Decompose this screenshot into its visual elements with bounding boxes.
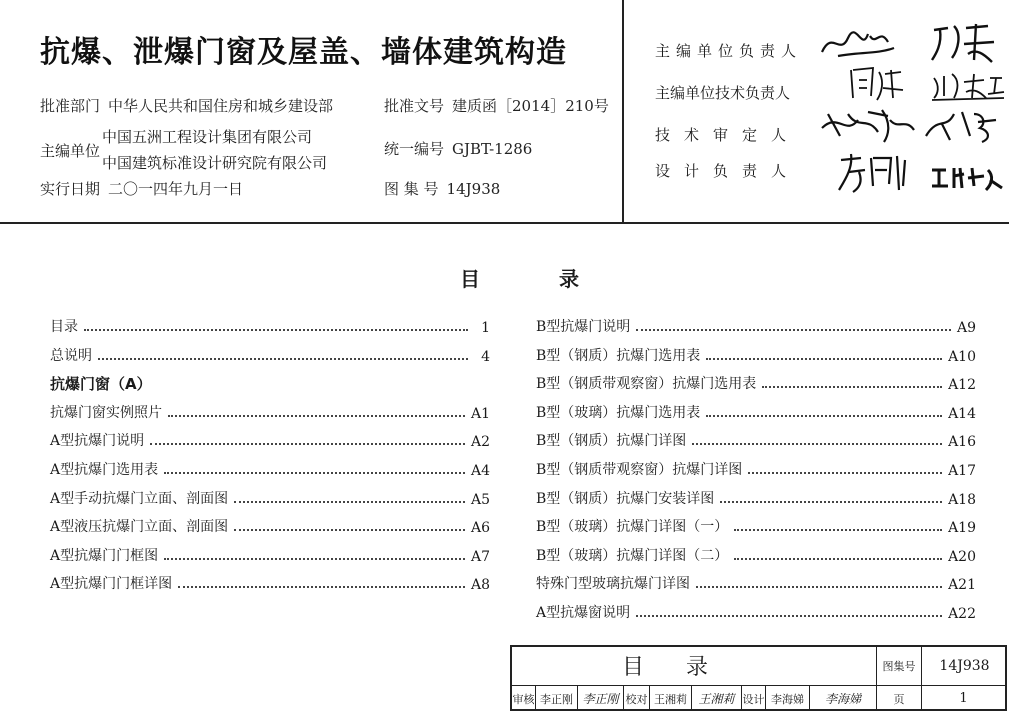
- toc-title-right: 录: [559, 267, 579, 291]
- toc-entry[interactable]: [50, 343, 490, 365]
- toc-entry[interactable]: [50, 457, 490, 479]
- signature-0a: [818, 22, 896, 62]
- toc-entry-page: A2: [470, 434, 490, 450]
- toc-entry-title: 抗爆门窗实例照片: [50, 405, 162, 421]
- toc-entry[interactable]: [536, 428, 976, 450]
- toc-entry[interactable]: [50, 428, 490, 450]
- toc-leader-dots: [706, 414, 942, 417]
- cover-header: [0, 0, 1009, 224]
- toc-entry[interactable]: [50, 486, 490, 508]
- toc-entry-page: A8: [470, 577, 490, 593]
- title-block-signoff-row: [512, 686, 1005, 711]
- toc-title-left: 目: [460, 267, 480, 291]
- toc-entry-title: B型抗爆门说明: [536, 319, 631, 335]
- toc-entry-page: A16: [948, 434, 976, 450]
- signature-1a: [845, 64, 905, 104]
- toc-entry-page: 4: [481, 349, 490, 365]
- toc-entry-title: A型抗爆门说明: [50, 433, 145, 449]
- approval-dept-value: 中华人民共和国住房和城乡建设部: [108, 97, 334, 115]
- toc-entry-title: A型液压抗爆门立面、剖面图: [50, 519, 229, 535]
- toc-leader-dots: [234, 500, 465, 503]
- toc-entry-page: A18: [948, 492, 976, 508]
- toc-entry-page: A17: [948, 463, 976, 479]
- toc-entry-page: A19: [948, 520, 976, 536]
- editor-unit-1: 中国五洲工程设计集团有限公司: [102, 128, 313, 146]
- signature-3b: [928, 162, 1004, 192]
- approval-dept-line: [40, 95, 333, 116]
- effective-date-value: 二〇一四年九月一日: [108, 180, 244, 198]
- toc-entry[interactable]: [536, 514, 976, 536]
- toc-entry[interactable]: [536, 343, 976, 365]
- toc-leader-dots: [150, 442, 465, 445]
- toc-entry-title: A型抗爆门门框图: [50, 548, 159, 564]
- toc-entry-page: A14: [948, 406, 976, 422]
- atlas-title: 抗爆、泄爆门窗及屋盖、墙体建筑构造: [40, 35, 567, 70]
- responsible-role-3: 设计负责人: [655, 162, 801, 180]
- reviewer-signature: 李正刚: [578, 686, 624, 711]
- toc-leader-dots: [734, 557, 942, 560]
- page-label: 页: [877, 686, 922, 711]
- toc-entry-page: 1: [481, 320, 490, 336]
- toc-leader-dots: [98, 357, 468, 360]
- toc-entry-title: A型抗爆窗说明: [536, 605, 631, 621]
- toc-entry-page: A21: [948, 577, 976, 593]
- responsible-role-0: 主编单位负责人: [655, 42, 803, 60]
- editor-unit-2: 中国建筑标准设计研究院有限公司: [102, 154, 328, 172]
- toc-entry-page: A7: [470, 549, 490, 565]
- atlas-no-label: 图 集 号: [384, 180, 439, 198]
- toc-entry-title: 目录: [50, 319, 78, 335]
- toc-leader-dots: [84, 328, 468, 331]
- toc-section-heading: 抗爆门窗（A）: [50, 375, 152, 393]
- checker-signature: 王湘莉: [692, 686, 742, 711]
- approval-doc-label: 批准文号: [384, 97, 445, 115]
- toc-entry[interactable]: [536, 400, 976, 422]
- header-divider: [622, 0, 624, 222]
- unified-no-line: [384, 138, 532, 159]
- effective-date-label: 实行日期: [40, 180, 101, 198]
- signature-0b: [928, 20, 1000, 66]
- title-block-title: 目录: [622, 655, 751, 680]
- toc-entry-title: B型（钢质带观察窗）抗爆门详图: [536, 462, 743, 478]
- toc-entry-title: B型（玻璃）抗爆门详图（二）: [536, 548, 729, 564]
- signature-2a: [818, 106, 918, 146]
- designer-signature: 李海娣: [810, 686, 877, 711]
- toc-entry-title: B型（钢质）抗爆门详图: [536, 433, 687, 449]
- design-label: 设计: [742, 686, 766, 711]
- editor-unit-label: 主编单位: [40, 142, 101, 160]
- toc-leader-dots: [168, 414, 465, 417]
- toc-entry[interactable]: [536, 486, 976, 508]
- toc-leader-dots: [762, 385, 942, 388]
- toc-entry-title: A型抗爆门门框详图: [50, 576, 173, 592]
- toc-entry-title: B型（钢质）抗爆门安装详图: [536, 491, 715, 507]
- unified-no-value: GJBT-1286: [452, 140, 533, 158]
- toc-entry-page: A9: [956, 320, 976, 336]
- check-label: 校对: [624, 686, 650, 711]
- toc-leader-dots: [720, 500, 942, 503]
- toc-leader-dots: [234, 528, 465, 531]
- toc-entry-title: B型（玻璃）抗爆门选用表: [536, 405, 701, 421]
- drawing-title-block: [510, 645, 1007, 711]
- toc-entry-page: A4: [470, 463, 490, 479]
- atlas-no-cell-label: 图集号: [877, 647, 922, 686]
- toc-entry-title: A型手动抗爆门立面、剖面图: [50, 491, 229, 507]
- toc-leader-dots: [164, 471, 465, 474]
- toc-leader-dots: [164, 557, 465, 560]
- reviewer-name: 李正刚: [536, 686, 578, 711]
- toc-entry[interactable]: [50, 314, 490, 336]
- toc-entry[interactable]: [50, 543, 490, 565]
- toc-entry-title: B型（钢质带观察窗）抗爆门选用表: [536, 376, 757, 392]
- toc-entry-page: A1: [470, 406, 490, 422]
- page-value: 1: [959, 691, 968, 706]
- toc-entry[interactable]: [536, 314, 976, 336]
- toc-entry[interactable]: [50, 514, 490, 536]
- unified-no-label: 统一编号: [384, 140, 445, 158]
- toc-entry-page: A22: [948, 606, 976, 622]
- atlas-no-cell-value: 14J938: [922, 647, 1007, 686]
- toc-leader-dots: [734, 528, 942, 531]
- toc-entry-page: A10: [948, 349, 976, 365]
- toc-entry[interactable]: [536, 543, 976, 565]
- toc-leader-dots: [696, 585, 942, 588]
- toc-entry[interactable]: [536, 457, 976, 479]
- toc-leader-dots: [692, 442, 942, 445]
- approval-dept-label: 批准部门: [40, 97, 101, 115]
- toc-entry-title: B型（钢质）抗爆门选用表: [536, 348, 701, 364]
- toc-entry-page: A6: [470, 520, 490, 536]
- toc-entry-page: A5: [470, 492, 490, 508]
- toc-leader-dots: [748, 471, 942, 474]
- toc-entry-title: B型（玻璃）抗爆门详图（一）: [536, 519, 729, 535]
- atlas-no-line: [384, 178, 500, 199]
- toc-entry-page: A20: [948, 549, 976, 565]
- title-block-main: [512, 647, 877, 686]
- atlas-no-value: 14J938: [446, 180, 501, 198]
- toc-entry-page: A12: [948, 377, 976, 393]
- signature-1b: [930, 68, 1006, 102]
- responsible-role-2: 技术审定人: [655, 126, 801, 144]
- checker-name: 王湘莉: [650, 686, 692, 711]
- designer-name: 李海娣: [766, 686, 810, 711]
- toc-entry-title: A型抗爆门选用表: [50, 462, 159, 478]
- approval-doc-value: 建质函［2014］210号: [452, 97, 609, 115]
- effective-date-line: [40, 178, 243, 199]
- signature-3a: [835, 150, 909, 194]
- toc-entry[interactable]: [50, 571, 490, 593]
- toc-entry-title: 总说明: [50, 348, 92, 364]
- toc-entry[interactable]: [536, 371, 976, 393]
- toc-leader-dots: [706, 357, 942, 360]
- review-label: 审核: [512, 686, 536, 711]
- toc-leader-dots: [636, 614, 942, 617]
- toc-entry-title: 特殊门型玻璃抗爆门详图: [536, 576, 690, 592]
- toc-entry[interactable]: [536, 600, 976, 622]
- toc-leader-dots: [636, 328, 951, 331]
- signature-2b: [922, 106, 1002, 146]
- approval-doc-line: [384, 95, 609, 116]
- toc-entry[interactable]: [50, 400, 490, 422]
- responsible-role-1: 主编单位技术负责人: [655, 84, 791, 102]
- toc-entry[interactable]: [536, 571, 976, 593]
- toc-leader-dots: [178, 585, 465, 588]
